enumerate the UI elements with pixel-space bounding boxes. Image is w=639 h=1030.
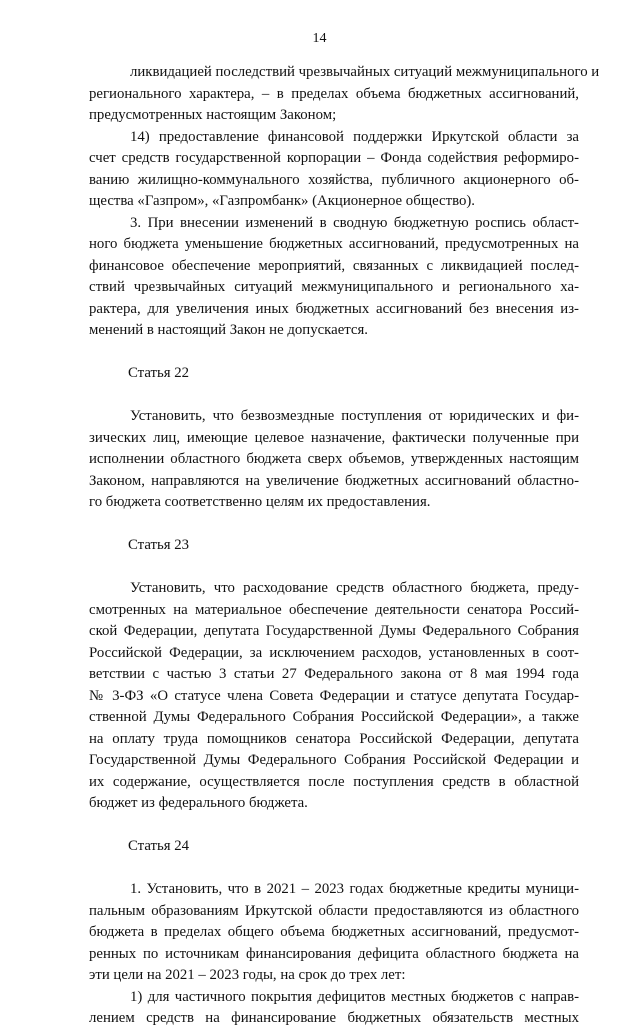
text-line: предусмотренных настоящим Законом; xyxy=(89,107,337,123)
text-line: го бюджета соответственно целям их предоставления. xyxy=(89,494,431,510)
text-line: Российской Федерации, за исключением расходов, установленных в соот- xyxy=(89,644,579,661)
paragraph xyxy=(89,987,579,1030)
spacer xyxy=(89,385,579,407)
text-line: счет средств государственной корпорации – Фонда содействия реформиро- xyxy=(89,150,579,166)
text-line: Установить, что безвозмездные поступления от юридических и фи- xyxy=(130,408,579,424)
paragraph xyxy=(89,62,600,127)
text-line: бюджет из федерального бюджета. xyxy=(89,795,308,811)
paragraph xyxy=(89,879,579,987)
text-line: ветствии с частью 3 статьи 27 Федерального закона от 8 мая 1994 года xyxy=(89,666,579,682)
text-line: регионального характера, – в пределах объема бюджетных ассигнований, xyxy=(89,85,579,102)
page-number: 14 xyxy=(312,31,327,46)
text-line: пальным образованиям Иркутской области предоставляются из областного xyxy=(89,902,579,919)
article-heading: Статья 22 xyxy=(128,365,190,381)
text-line: смотренных на материальное обеспечение деятельности сенатора Россий- xyxy=(89,601,579,618)
spacer xyxy=(89,342,579,364)
text-line: 3. При внесении изменений в сводную бюджетную роспись област- xyxy=(130,214,579,231)
text-line: Установить, что расходование средств областного бюджета, преду- xyxy=(130,580,579,596)
paragraph xyxy=(89,406,579,514)
text-line: на оплату труда помощников сенатора Российской Федерации, депутата xyxy=(89,730,579,747)
text-line: Законом, направляются на увеличение бюджетных ассигнований областно- xyxy=(89,472,579,489)
text-line: рактера, для увеличения иных бюджетных ассигнований без внесения из- xyxy=(89,300,579,317)
text-line: ренных по источникам финансирования дефицита областного бюджета на xyxy=(89,945,579,962)
text-line: ного бюджета уменьшение бюджетных ассигнований, предусмотренных на xyxy=(89,236,579,252)
text-line: зических лиц, имеющие целевое назначение, фактически полученные при xyxy=(89,429,579,446)
text-line: менений в настоящий Закон не допускается. xyxy=(89,322,368,338)
spacer xyxy=(89,858,579,880)
spacer xyxy=(89,514,579,536)
text-line: бюджета в пределах общего объема бюджетных ассигнований, предусмот- xyxy=(89,924,579,940)
text-line: 14) предоставление финансовой поддержки Иркутской области за xyxy=(130,128,579,145)
paragraph xyxy=(89,127,579,213)
text-line: ствий чрезвычайных ситуаций межмуниципального и регионального ха- xyxy=(89,279,579,295)
text-line: эти цели на 2021 – 2023 годы, на срок до трех лет: xyxy=(89,967,406,983)
article-heading: Статья 23 xyxy=(128,537,190,553)
paragraph xyxy=(89,578,579,815)
text-line: лением средств на финансирование бюджетных обязательств местных xyxy=(89,1010,579,1026)
text-line: ственной Думы Федерального Собрания Российской Федерации», а также xyxy=(89,709,579,725)
text-line: щества «Газпром», «Газпромбанк» (Акционерное общество). xyxy=(89,193,475,209)
spacer xyxy=(89,557,579,579)
spacer xyxy=(89,815,579,837)
text-line: исполнении областного бюджета сверх объемов, утвержденных настоящим xyxy=(89,451,579,467)
text-line: финансовое обеспечение мероприятий, связанных с ликвидацией послед- xyxy=(89,257,579,274)
text-line: № 3-ФЗ «О статусе члена Совета Федерации и статусе депутата Государ- xyxy=(89,687,579,704)
text-line: ской Федерации, депутата Государственной Думы Федерального Собрания xyxy=(89,623,579,639)
text-line: ванию жилищно-коммунального хозяйства, публичного акционерного об- xyxy=(89,171,579,188)
text-line: ликвидацией последствий чрезвычайных ситуаций межмуниципального и xyxy=(130,64,600,80)
document-body xyxy=(89,62,600,1030)
article-heading: Статья 24 xyxy=(128,838,190,854)
text-line: их содержание, осуществляется после поступления средств в областной xyxy=(89,773,579,790)
paragraph xyxy=(89,213,579,342)
text-line: Государственной Думы Федерального Собрания Российской Федерации и xyxy=(89,752,579,768)
text-line: 1. Установить, что в 2021 – 2023 годах бюджетные кредиты муници- xyxy=(130,881,579,897)
text-line: 1) для частичного покрытия дефицитов местных бюджетов с направ- xyxy=(130,988,579,1005)
